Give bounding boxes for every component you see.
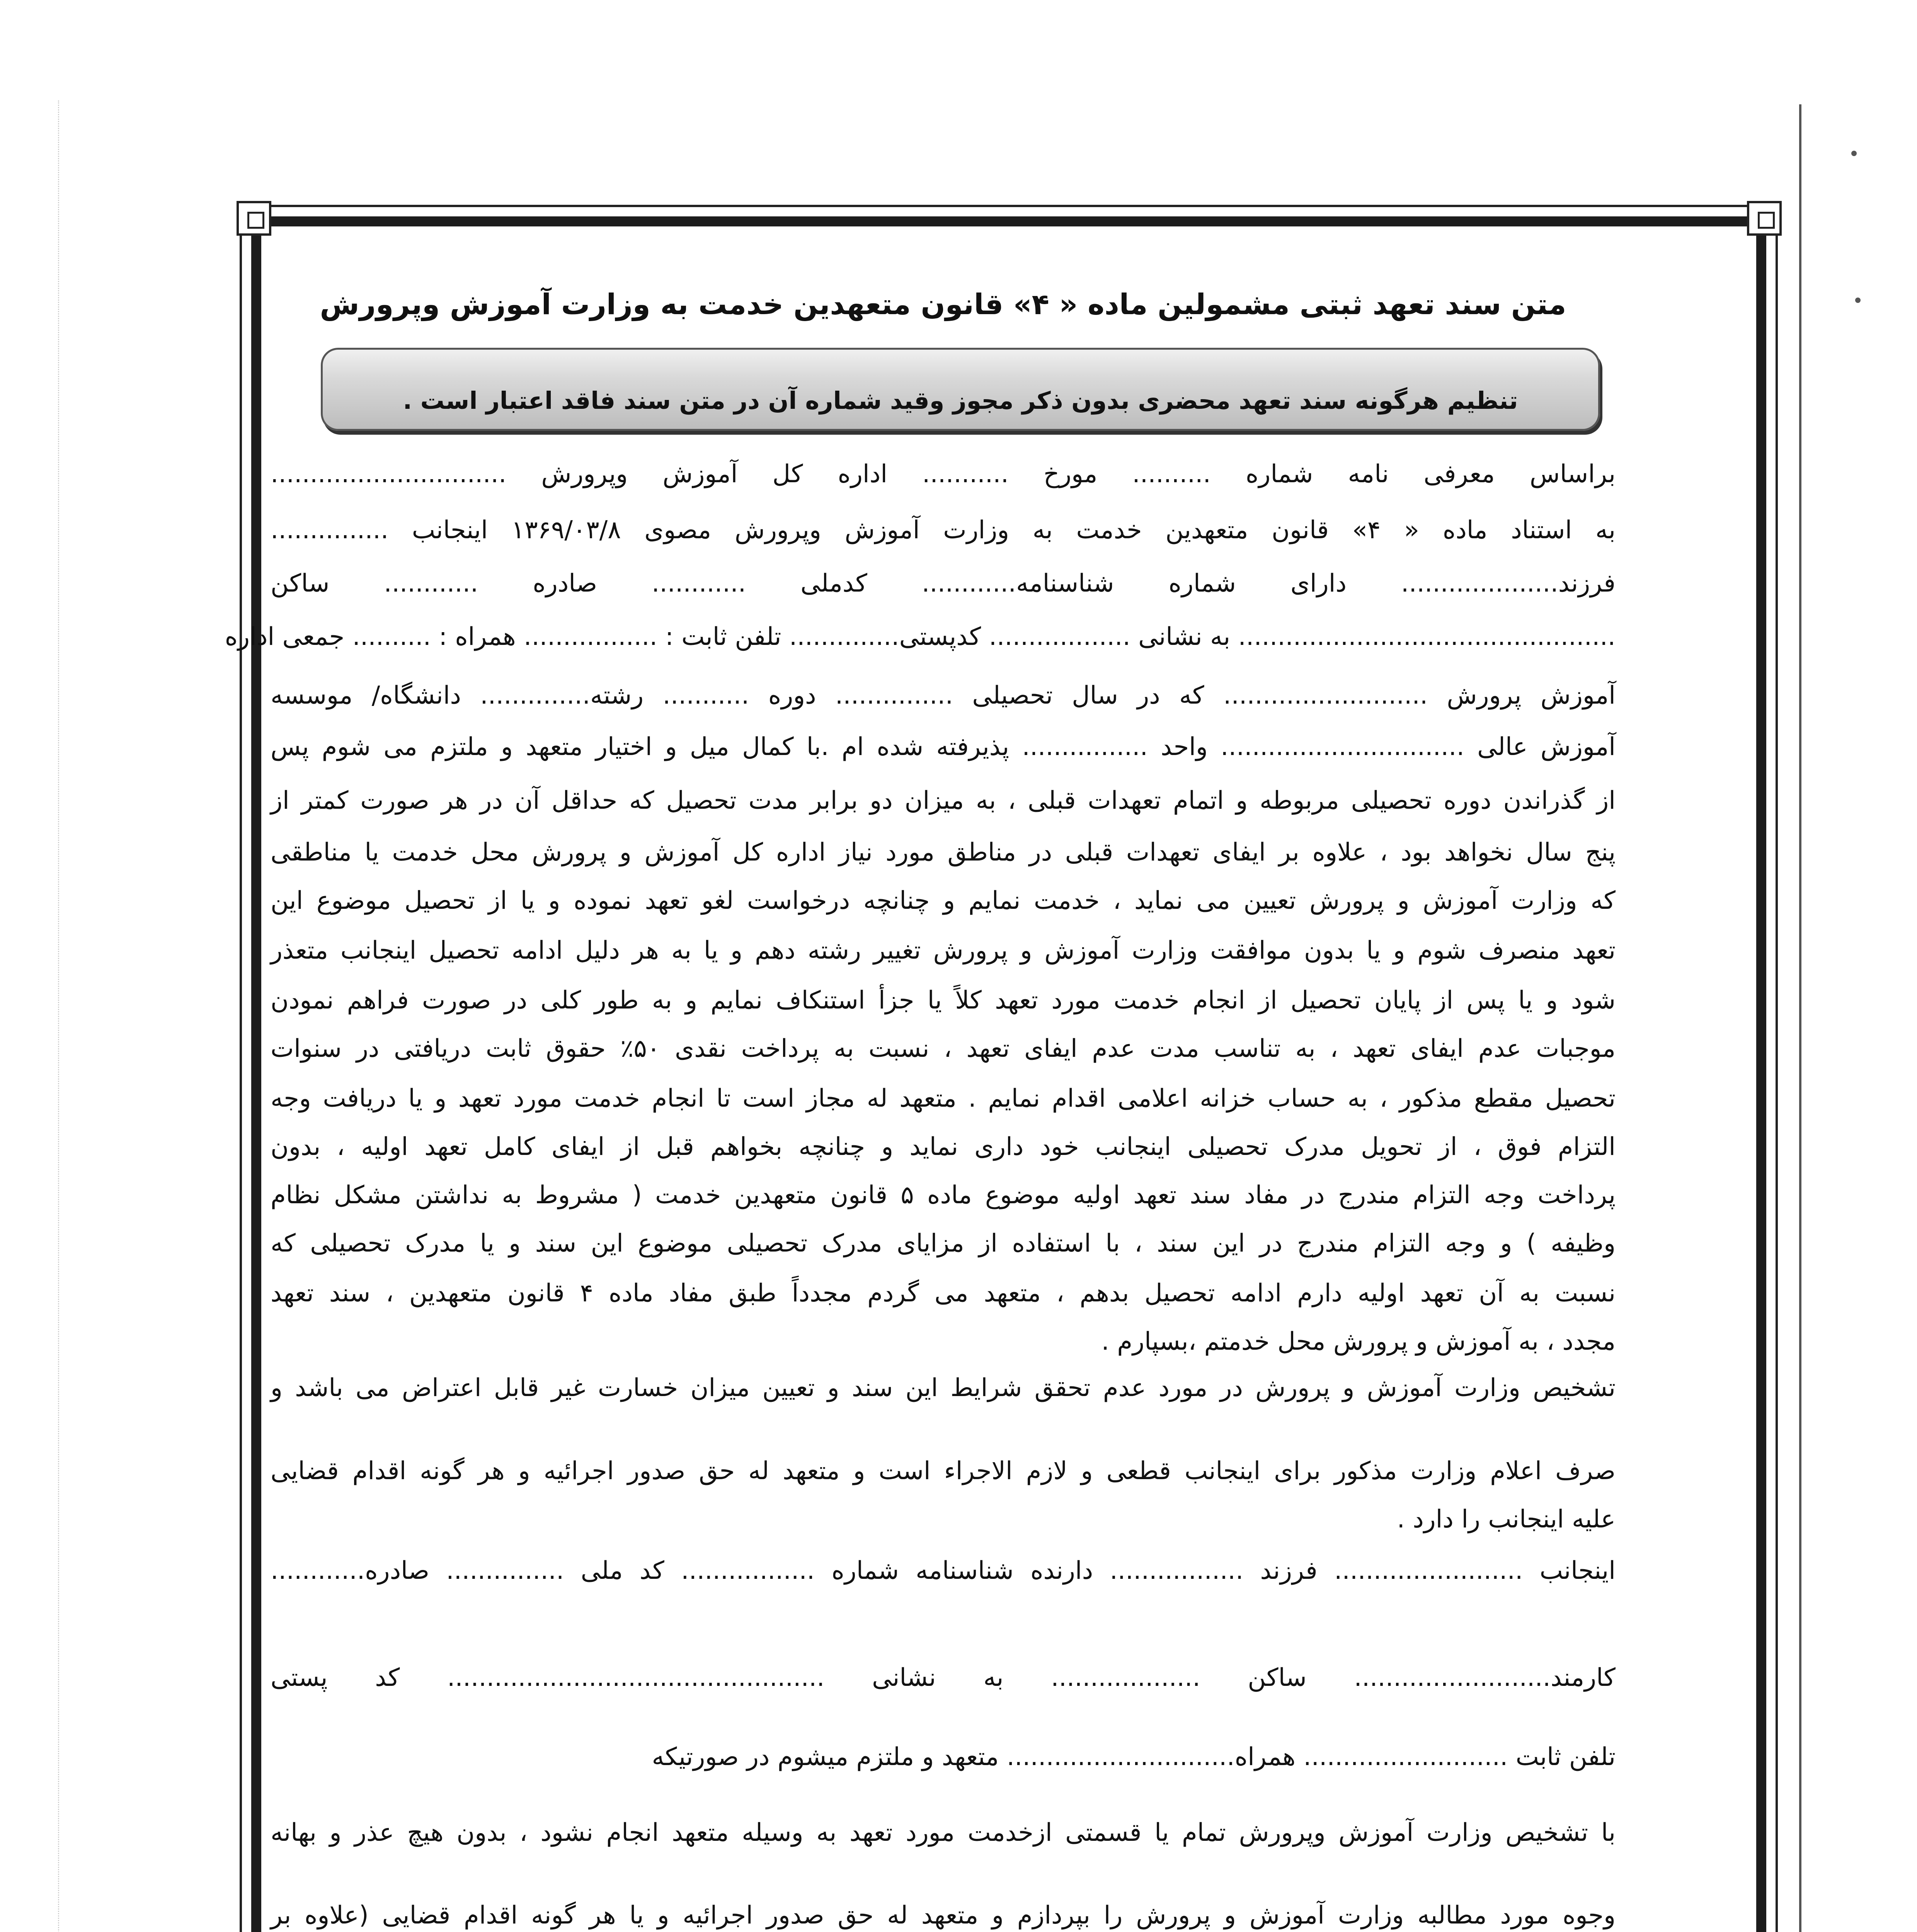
body-line: که وزارت آموزش و پرورش تعیین می نماید ، خدمت نمایم و چنانچه درخواست لغو تعهد نموده و یا از تحصیل موضوع این — [271, 886, 1616, 915]
body-line: با تشخیص وزارت آموزش وپرورش تمام یا قسمتی ازخدمت مورد تعهد به وسیله متعهد انجام نشود ، بدون هیچ عذر و بهانه — [271, 1818, 1616, 1847]
notice-banner-text: تنظیم هرگونه سند تعهد محضری بدون ذکر مجوز وقید شماره آن در متن سند فاقد اعتبار است . — [403, 386, 1518, 415]
scan-speck — [1855, 298, 1861, 303]
scan-speck — [1851, 151, 1857, 156]
border-corner-ornament — [237, 201, 271, 236]
body-line: آموزش عالی ............................... واحد ................ پذیرفته شده ام .با کمال میل و اختیار متعهد و ملتزم می شوم پس — [271, 733, 1616, 761]
body-line: به استناد ماده « ۴» قانون متعهدین خدمت به وزارت آموزش وپرورش مصوی ۱۳۶۹/۰۳/۸ اینجانب ............... — [271, 516, 1616, 544]
body-line: آموزش پرورش .......................... که در سال تحصیلی ............... دوره ........... رشته.............. دانشگاه/ موسسه — [271, 681, 1616, 710]
body-line: فرزند.................... دارای شماره شناسنامه............ کدملی ............ صادره ............ ساکن — [271, 569, 1616, 598]
body-line: نسبت به آن تعهد اولیه دارم ادامه تحصیل بدهم ، متعهد می گردم مجدداً طبق مفاد ماده ۴ قانون متعهدین ، سند تعهد — [271, 1279, 1616, 1308]
document-title: متن سند تعهد ثبتی مشمولین ماده « ۴» قانون متعهدین خدمت به وزارت آموزش وپرورش — [320, 288, 1566, 321]
body-line: تعهد منصرف شوم و یا بدون موافقت وزارت آموزش و پرورش تغییر رشته دهم و یا به هر دلیل ادامه تحصیل اینجانب متعذر — [271, 936, 1616, 965]
notice-banner — [321, 348, 1600, 431]
body-line: پنج سال نخواهد بود ، علاوه بر ایفای تعهدات قبلی در مناطق مورد نیاز اداره کل آموزش و پرورش محل خدمت یا مناطقی — [271, 838, 1616, 867]
body-line: علیه اینجانب را دارد . — [1397, 1505, 1616, 1534]
body-line: صرف اعلام وزارت مذکور برای اینجانب قطعی و لازم الاجراء است و متعهد له حق صدور اجرائیه و هر گونه اقدام قضایی — [271, 1457, 1616, 1485]
scan-edge-mark — [58, 100, 59, 1932]
body-line: ................................................ به نشانی .................. کدپستی.............. تلفن ثابت : ................. همراه : .......... جمعی اداره — [225, 622, 1616, 651]
body-line: مجدد ، به آموزش و پرورش محل خدمتم ،بسپارم . — [1101, 1327, 1616, 1356]
body-line: پرداخت وجه التزام مندرج در مفاد سند تعهد اولیه موضوع ماده ۵ قانون متعهدین خدمت ( مشروط به نداشتن مشکل نظام — [271, 1181, 1616, 1209]
body-line: تشخیص وزارت آموزش و پرورش در مورد عدم تحقق شرایط این سند و تعیین میزان خسارت غیر قابل اعتراض می باشد و — [271, 1374, 1616, 1402]
body-line: اینجانب ........................ فرزند ................. دارنده شناسنامه شماره ................. کد ملی ............... صادره............ — [271, 1556, 1616, 1585]
body-line: از گذراندن دوره تحصیلی مربوطه و اتمام تعهدات قبلی ، به میزان دو برابر مدت تحصیل که حداقل آن در هر صورت کمتر از — [271, 786, 1616, 815]
body-line: التزام فوق ، از تحویل مدرک تحصیلی اینجانب خود داری نماید و چنانچه بخواهم قبل از ایفای کامل تعهد اولیه ، بدون — [271, 1133, 1616, 1161]
body-line: وظیفه ) و وجه التزام مندرج در این سند ، با استفاده از مزایای مدرک تحصیلی موضوع این سند و یا مدرک تحصیلی که — [271, 1229, 1616, 1258]
body-line: کارمند......................... ساکن ................... به نشانی ................................................ کد پستی — [271, 1663, 1616, 1692]
body-line: وجوه مورد مطالبه وزارت آموزش و پرورش را بپردازم و متعهد له حق صدور اجرائیه و یا هر گونه اقدام قضایی (علاوه بر — [271, 1901, 1616, 1930]
body-line: براساس معرفی نامه شماره .......... مورخ ........... اداره کل آموزش وپرورش .............................. — [271, 460, 1616, 488]
body-line: شود و یا پس از پایان تحصیل از انجام خدمت مورد تعهد کلاً یا جزأ استنکاف نمایم و به طور کلی در صورت فراهم نمودن — [271, 986, 1616, 1015]
border-corner-ornament — [1747, 201, 1782, 236]
body-line: تلفن ثابت .......................... همراه............................. متعهد و ملتزم میشوم در صورتیکه — [652, 1743, 1616, 1771]
scan-edge-line — [1799, 104, 1801, 1932]
body-line: تحصیل مقطع مذکور ، به حساب خزانه اعلامی اقدام نمایم . متعهد له مجاز است تا انجام خدمت مورد تعهد و یا دریافت وجه — [271, 1084, 1616, 1113]
body-line: موجبات عدم ایفای تعهد ، به تناسب مدت عدم ایفای تعهد ، نسبت به پرداخت نقدی ۵۰٪ حقوق ثابت دریافتی در سنوات — [271, 1034, 1616, 1063]
